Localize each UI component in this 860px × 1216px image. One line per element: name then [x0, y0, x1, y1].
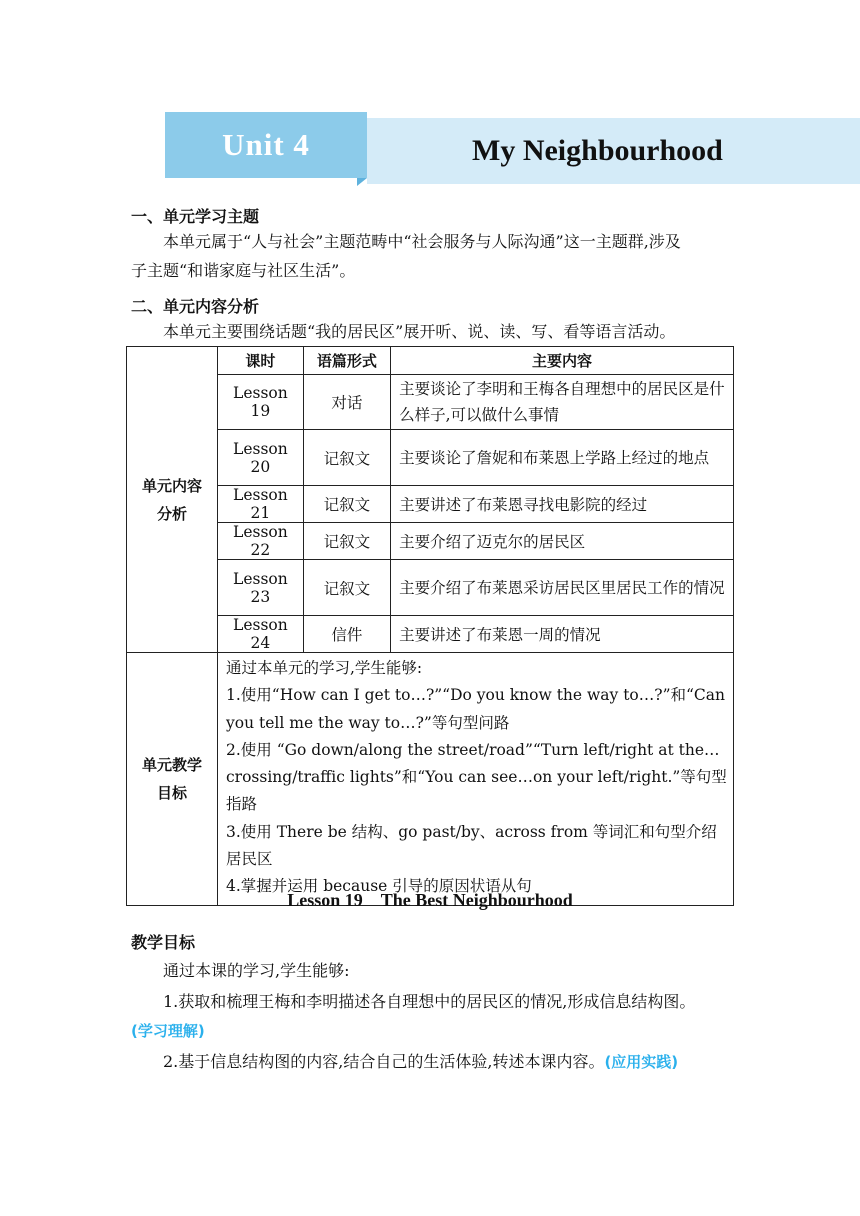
- table-row: [127, 523, 734, 560]
- lesson-intro: 通过本课的学习,学生能够:: [163, 961, 350, 980]
- section-heading-analysis: 二、单元内容分析: [131, 297, 260, 316]
- analysis-intro: 本单元主要围绕话题“我的居民区”展开听、说、读、写、看等语言活动。: [163, 322, 676, 341]
- header-lesson: 课时: [218, 347, 304, 375]
- content-cell: 主要介绍了布莱恩采访居民区里居民工作的情况: [391, 560, 734, 616]
- form-cell: 信件: [303, 616, 390, 653]
- goal-item: 2.使用 “Go down/along the street/road”“Turn left/right at the…crossing/traffic lights”和“You can see…on your left/right.”等句型指路: [226, 740, 727, 814]
- table-row: [127, 375, 734, 430]
- form-cell: 记叙文: [303, 486, 390, 523]
- header-content: 主要内容: [391, 347, 734, 375]
- goals-cell: [218, 653, 734, 906]
- form-cell: 记叙文: [303, 430, 390, 486]
- lesson-cell: Lesson 21: [218, 486, 304, 523]
- lesson-goal-1-tag: [131, 1016, 205, 1046]
- table-row: [127, 430, 734, 486]
- lesson-title: Lesson 19 The Best Neighbourhood: [287, 890, 573, 910]
- lesson-cell: Lesson 22: [218, 523, 304, 560]
- content-cell: 主要介绍了迈克尔的居民区: [391, 523, 734, 560]
- goal-item: 3.使用 There be 结构、go past/by、across from 等词汇和句型介绍居民区: [226, 822, 717, 869]
- unit-table: [126, 346, 734, 906]
- table-row: [127, 560, 734, 616]
- lesson-cell: Lesson 20: [218, 430, 304, 486]
- lesson-goal-1: 1.获取和梳理王梅和李明描述各自理想中的居民区的情况,形成信息结构图。: [163, 992, 696, 1011]
- goals-label: 单元教学目标: [141, 755, 202, 802]
- analysis-label: 单元内容分析: [141, 476, 202, 523]
- lesson-cell: Lesson 24: [218, 616, 304, 653]
- goals-label-cell: [127, 653, 218, 906]
- content-cell: 主要讲述了布莱恩寻找电影院的经过: [391, 486, 734, 523]
- content-cell: 主要谈论了詹妮和布莱恩上学路上经过的地点: [391, 430, 734, 486]
- theme-line-2: 子主题“和谐家庭与社区生活”。: [131, 261, 356, 280]
- unit-title: My Neighbourhood: [472, 134, 723, 167]
- lesson-goals-heading: 教学目标: [131, 933, 196, 952]
- content-cell: 主要谈论了李明和王梅各自理想中的居民区是什么样子,可以做什么事情: [391, 375, 734, 430]
- goal-tag: (学习理解): [131, 1022, 205, 1040]
- lesson-cell: Lesson 23: [218, 560, 304, 616]
- header-form: 语篇形式: [303, 347, 390, 375]
- content-cell: 主要讲述了布莱恩一周的情况: [391, 616, 734, 653]
- analysis-label-cell: [127, 347, 218, 653]
- form-cell: 记叙文: [303, 560, 390, 616]
- goal-item: 1.使用“How can I get to…?”“Do you know the way to…?”和“Can you tell me the way to…?”等句型问路: [226, 686, 725, 732]
- unit-banner-fold: [357, 178, 367, 186]
- lesson-cell: Lesson 19: [218, 375, 304, 430]
- table-row: [127, 486, 734, 523]
- lesson-goal-2-line: [163, 1047, 678, 1077]
- unit-label: Unit 4: [222, 127, 310, 162]
- goal-tag: (应用实践): [604, 1053, 679, 1071]
- table-row: [127, 616, 734, 653]
- section-heading-theme: 一、单元学习主题: [131, 207, 260, 226]
- form-cell: 记叙文: [303, 523, 390, 560]
- goal-item: 4.掌握并运用 because 引导的原因状语从句: [226, 877, 532, 896]
- lesson-goal-2: 2.基于信息结构图的内容,结合自己的生活体验,转述本课内容。: [163, 1052, 605, 1071]
- goals-intro: 通过本单元的学习,学生能够:: [226, 659, 423, 677]
- form-cell: 对话: [303, 375, 390, 430]
- theme-line-1: 本单元属于“人与社会”主题范畴中“社会服务与人际沟通”这一主题群,涉及: [163, 232, 681, 251]
- goals-row: [127, 653, 734, 906]
